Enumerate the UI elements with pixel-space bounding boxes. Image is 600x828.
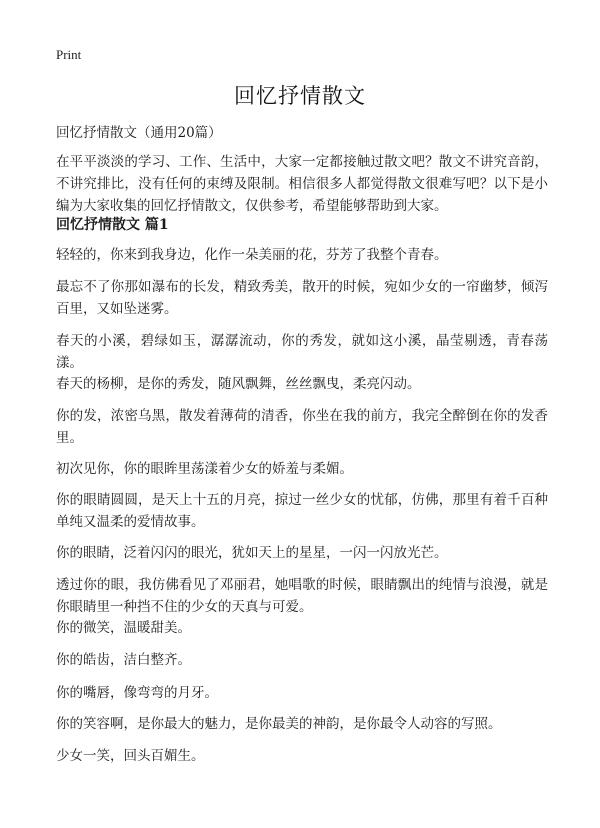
paragraph-2: 最忘不了你那如瀑布的长发，精致秀美，散开的时候，宛如少女的一帘幽梦，倾泻百里，又如坠迷雾。 (56, 279, 548, 317)
intro-paragraph: 在平平淡淡的学习、工作、生活中，大家一定都接触过散文吧？散文不讲究音韵，不讲究排比，没有任何的束缚及限制。相信很多人都觉得散文很难写吧？以下是小编为大家收集的回忆抒情散文，仅供参考，希望能够帮助到大家。 (56, 154, 548, 214)
paragraph-8: 你的眼睛，泛着闪闪的眼光，犹如天上的星星，一闪一闪放光芒。 (56, 545, 448, 561)
paragraph-1: 轻轻的，你来到我身边，化作一朵美丽的花，芬芳了我整个青春。 (56, 247, 448, 263)
paragraph-11: 你的皓齿，洁白整齐。 (56, 652, 191, 668)
paragraph-7: 你的眼睛圆圆，是天上十五的月亮，掠过一丝少女的忧郁，仿佛，那里有着千百种单纯又温柔的爱情故事。 (56, 492, 548, 530)
print-label: Print (56, 47, 82, 62)
paragraph-13: 你的笑容啊，是你最大的魅力，是你最美的神韵，是你最令人动容的写照。 (56, 716, 502, 732)
paragraph-4: 春天的杨柳，是你的秀发，随风飘舞，丝丝飘曳，柔亮闪动。 (56, 376, 421, 392)
paragraph-6: 初次见你，你的眼眸里荡漾着少女的娇羞与柔媚。 (56, 461, 353, 477)
paragraph-14: 少女一笑，回头百媚生。 (56, 748, 205, 764)
section-heading: 回忆抒情散文 篇1 (56, 217, 169, 233)
paragraph-3: 春天的小溪，碧绿如玉，潺潺流动，你的秀发，就如这小溪，晶莹剔透，青春荡漾。 (56, 333, 548, 371)
paragraph-5: 你的发，浓密乌黑，散发着薄荷的清香，你坐在我的前方，我完全醉倒在你的发香里。 (56, 408, 548, 446)
paragraph-9: 透过你的眼，我仿佛看见了邓丽君，她唱歌的时候，眼睛飘出的纯情与浪漫，就是你眼睛里一种挡不住的少女的天真与可爱。 (56, 577, 548, 615)
paragraph-10: 你的微笑，温暖甜美。 (56, 620, 191, 636)
paragraph-12: 你的嘴唇，像弯弯的月牙。 (56, 685, 218, 701)
document-subtitle: 回忆抒情散文（通用20篇） (56, 125, 222, 141)
page-title: 回忆抒情散文 (234, 84, 366, 108)
